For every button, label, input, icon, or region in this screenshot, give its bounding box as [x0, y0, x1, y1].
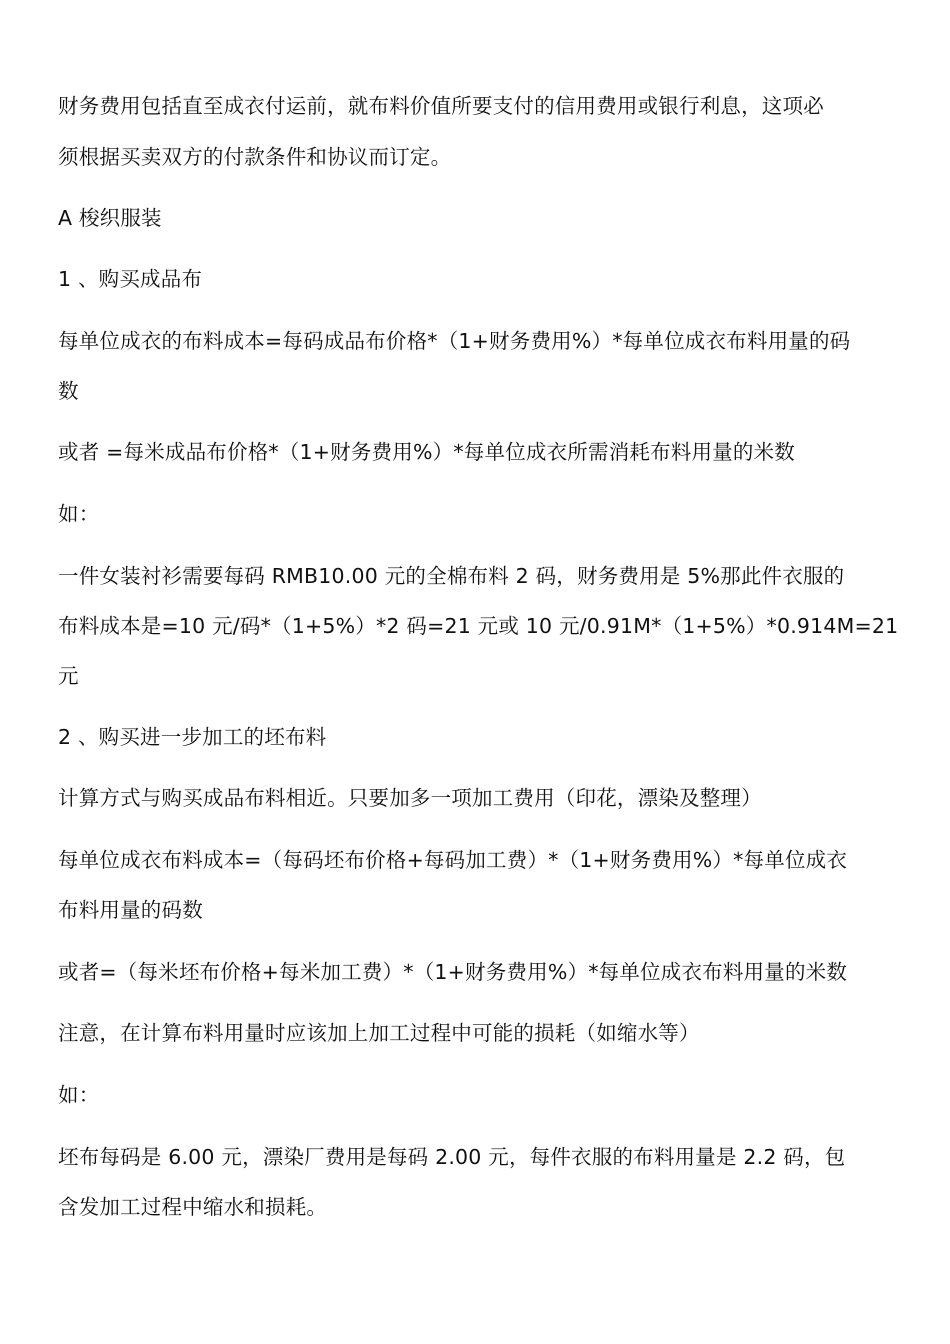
paragraph-finance-cost-line1: 财务费用包括直至成衣付运前，就布料价值所要支付的信用费用或银行利息，这项必 — [58, 94, 824, 118]
heading-woven-garments: A 梭织服装 — [58, 206, 162, 230]
formula-greige-yard-line1: 每单位成衣布料成本=（每码坯布价格+每码加工费）*（1+财务费用%）*每单位成衣 — [58, 848, 848, 872]
formula-yard-line1: 每单位成衣的布料成本=每码成品布价格*（1+财务费用%）*每单位成衣布料用量的码 — [58, 329, 851, 353]
heading-buy-finished-fabric: 1 、购买成品布 — [58, 267, 203, 291]
example-1-line1: 一件女装衬衫需要每码 RMB10.00 元的全棉布料 2 码，财务费用是 5%那此件衣服的 — [58, 564, 845, 588]
formula-greige-meter: 或者=（每米坯布价格+每米加工费）*（1+财务费用%）*每单位成衣布料用量的米数 — [58, 960, 848, 984]
example-2-line1: 坯布每码是 6.00 元，漂染厂费用是每码 2.00 元，每件衣服的布料用量是 2.2 码，包 — [58, 1145, 846, 1169]
formula-greige-yard-line2: 布料用量的码数 — [58, 898, 203, 922]
example-2-line2: 含发加工过程中缩水和损耗。 — [58, 1195, 328, 1219]
calculation-note: 计算方式与购买成品布料相近。只要加多一项加工费用（印花，漂染及整理） — [58, 786, 762, 810]
example-1-line2: 布料成本是=10 元/码*（1+5%）*2 码=21 元或 10 元/0.91M*（1+5%）*0.914M=21 — [58, 614, 899, 638]
example-label-1: 如： — [58, 502, 100, 526]
formula-yard-line2: 数 — [58, 379, 79, 403]
heading-buy-greige-fabric: 2 、购买进一步加工的坯布料 — [58, 725, 327, 749]
example-1-line3: 元 — [58, 664, 79, 688]
attention-note: 注意，在计算布料用量时应该加上加工过程中可能的损耗（如缩水等） — [58, 1021, 700, 1045]
paragraph-finance-cost-line2: 须根据买卖双方的付款条件和协议而订定。 — [58, 145, 452, 169]
formula-meter: 或者 =每米成品布价格*（1+财务费用%）*每单位成衣所需消耗布料用量的米数 — [58, 440, 795, 464]
example-label-2: 如： — [58, 1083, 100, 1107]
